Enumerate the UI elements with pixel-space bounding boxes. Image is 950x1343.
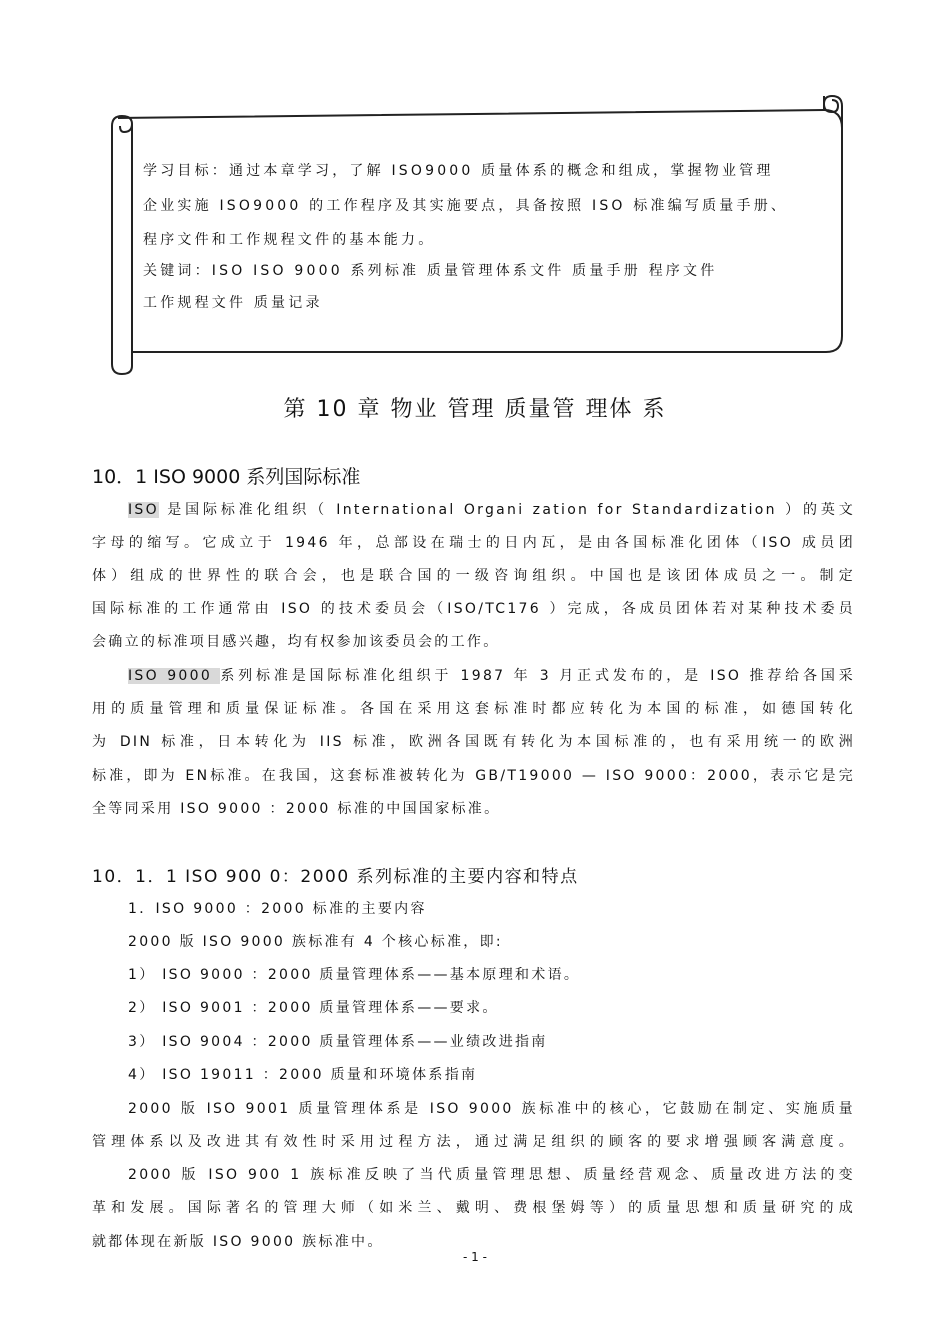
paragraph-line: 2000 版 ISO 9001 质量管理体系是 ISO 9000 族标准中的核心，它鼓励在制定、实施质量 xyxy=(128,1101,855,1117)
objective-line-3: 程序文件和工作规程文件的基本能力。 xyxy=(143,232,436,248)
paragraph-line: 全等同采用 ISO 9000 ：2000 标准的中国国家标准。 xyxy=(92,801,501,817)
text-span: 是国际标准化组织（ International Organi zation for Standardization ）的英文 xyxy=(158,502,855,518)
objective-line-2: 企业实施 ISO9000 的工作程序及其实施要点，具备按照 ISO 标准编写质量手册、 xyxy=(143,198,789,214)
keywords-line-1: 关键词：ISO ISO 9000 系列标准 质量管理体系文件 质量手册 程序文件 xyxy=(143,263,718,279)
section-title-10-1: 10．1 ISO 9000 系列国际标准 xyxy=(92,466,361,488)
text-span: 系列标准是国际标准化组织于 1987 年 3 月正式发布的，是 ISO 推荐给各国采 xyxy=(220,668,855,684)
highlight-iso9000: ISO 9000 xyxy=(128,668,221,684)
paragraph-line: 标准，即为 EN标准。在我国，这套标准被转化为 GB/T19000 — ISO 9000：2000，表示它是完 xyxy=(92,768,855,784)
paragraph-line: 会确立的标准项目感兴趣，均有权参加该委员会的工作。 xyxy=(92,634,500,650)
list-item: 4） ISO 19011 ：2000 质量和环境体系指南 xyxy=(128,1067,478,1083)
paragraph-line: 管理体系以及改进其有效性时采用过程方法，通过满足组织的顾客的要求增强顾客满意度。 xyxy=(92,1134,855,1150)
highlight-iso: ISO xyxy=(128,502,159,518)
subsection-title-10-1-1: 10．1．1 ISO 900 0：2000 系列标准的主要内容和特点 xyxy=(92,867,579,887)
paragraph-line: 为 DIN 标准，日本转化为 IIS 标准，欧洲各国既有转化为本国标准的，也有采用统一的欧洲 xyxy=(92,734,855,750)
chapter-title: 第 10 章 物业 管理 质量管 理体 系 xyxy=(283,397,667,422)
paragraph-line: 国际标准的工作通常由 ISO 的技术委员会（ISO/TC176 ）完成，各成员团体若对某种技术委员 xyxy=(92,601,855,617)
item-heading: 1．ISO 9000 ：2000 标准的主要内容 xyxy=(128,901,427,917)
list-item: 3） ISO 9004 ：2000 质量管理体系——业绩改进指南 xyxy=(128,1034,548,1050)
core-standards-intro: 2000 版 ISO 9000 族标准有 4 个核心标准，即: xyxy=(128,934,503,950)
paragraph-line: 用的质量管理和质量保证标准。各国在采用这套标准时都应转化为本国的标准，如德国转化 xyxy=(92,701,855,717)
paragraph-line: 革和发展。国际著名的管理大师（如米兰、戴明、费根堡姆等）的质量思想和质量研究的成 xyxy=(92,1200,855,1216)
page-number: - 1 - xyxy=(463,1250,487,1264)
paragraph-line: 就都体现在新版 ISO 9000 族标准中。 xyxy=(92,1234,384,1250)
paragraph-line: 字母的缩写。它成立于 1946 年，总部设在瑞士的日内瓦，是由各国标准化团体（ISO 成员团 xyxy=(92,535,855,551)
list-item: 1） ISO 9000 ：2000 质量管理体系——基本原理和术语。 xyxy=(128,967,581,983)
list-item: 2） ISO 9001 ：2000 质量管理体系——要求。 xyxy=(128,1000,499,1016)
paragraph-line: 2000 版 ISO 900 1 族标准反映了当代质量管理思想、质量经营观念、质量改进方法的变 xyxy=(128,1167,855,1183)
paragraph-line: 体）组成的世界性的联合会，也是联合国的一级咨询组织。中国也是该团体成员之一。制定 xyxy=(92,568,855,584)
scroll-banner xyxy=(0,0,950,380)
objective-line-1: 学习目标：通过本章学习，了解 ISO9000 质量体系的概念和组成，掌握物业管理 xyxy=(143,163,774,179)
paragraph-line xyxy=(128,665,855,685)
paragraph-line xyxy=(128,499,855,519)
keywords-line-2: 工作规程文件 质量记录 xyxy=(143,295,323,311)
